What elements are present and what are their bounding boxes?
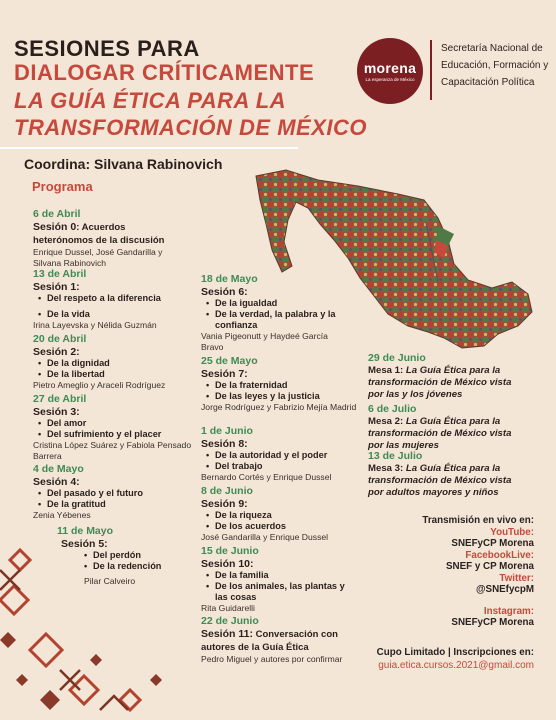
session-7 [201, 355, 361, 413]
mesa-text: La Guía Ética para la transformación de México vista por las mujeres [368, 416, 512, 451]
session-topic: • De la riqueza [201, 510, 361, 521]
session-date: 20 de Abril [33, 333, 87, 345]
session-subtitle: : Acuerdos heterónomos de la discusión [33, 222, 165, 246]
session-4 [33, 463, 193, 521]
session-name: Sesión 4: [33, 476, 80, 488]
session-topic: • De la verdad, la palabra y la confianza [201, 309, 351, 331]
mesa-date: 13 de Julio [368, 450, 423, 462]
instagram-label: Instagram: [483, 605, 534, 617]
session-people: Bernardo Cortés y Enrique Dussel [201, 472, 332, 482]
session-date: 6 de Abril [33, 208, 81, 220]
session-topic: • Del trabajo [201, 461, 361, 472]
twitter-label: Twitter: [499, 572, 534, 584]
session-0 [33, 208, 183, 269]
session-topic: • De los animales, las plantas y las cosas [201, 581, 356, 603]
session-date: 1 de Junio [201, 425, 253, 437]
logo-tagline: La esperanza de México [365, 77, 415, 82]
session-name: Sesión 9: [201, 498, 248, 510]
session-2 [33, 333, 193, 391]
session-topic: • De la vida [33, 309, 193, 320]
session-people: Jorge Rodríguez y Fabrizio Mejía Madrid [201, 402, 357, 412]
session-topic: • Del perdón [79, 550, 197, 561]
session-date: 11 de Mayo [57, 525, 114, 537]
session-people: Zenia Yébenes [33, 510, 91, 520]
transmision-heading: Transmisión en vivo en: [422, 515, 534, 526]
session-topic: • Del respeto a la diferencia [33, 293, 193, 304]
session-date: 8 de Junio [201, 485, 253, 497]
mesa-text: La Guía Ética para la transformación de México vista por las y los jóvenes [368, 365, 512, 400]
title-line-1: SESIONES PARA [14, 36, 200, 61]
session-topic: • De la gratitud [33, 499, 193, 510]
session-topic: • De la redención [79, 561, 197, 572]
session-topic: • De la igualdad [201, 298, 351, 309]
session-people: Rita Guidarelli [201, 603, 255, 613]
session-3 [33, 393, 193, 462]
session-topic: • Del sufrimiento y el placer [33, 429, 193, 440]
session-name: Sesión 8: [201, 438, 248, 450]
session-name: Sesión 5: [61, 538, 108, 550]
mesa-2 [368, 403, 518, 452]
logo-divider [430, 40, 432, 100]
session-name: Sesión 11: [201, 628, 253, 640]
session-topic: • De las leyes y la justicia [201, 391, 361, 402]
session-date: 15 de Junio [201, 545, 259, 557]
transmision-info [422, 515, 534, 629]
title-line-3: LA GUÍA ÉTICA PARA LA [14, 88, 287, 113]
session-date: 4 de Mayo [33, 463, 84, 475]
coordina: Coordina: Silvana Rabinovich [24, 156, 223, 172]
session-topic: • De la dignidad [33, 358, 193, 369]
session-people: Cristina López Suárez y Fabiola Pensado Barrera [33, 440, 192, 461]
programa-heading: Programa [32, 179, 93, 194]
session-people: José Gandarilla y Enrique Dussel [201, 532, 329, 542]
cupo-text: Cupo Limitado | Inscripciones en: [376, 647, 534, 658]
facebook-label: FacebookLive: [465, 549, 534, 561]
session-people: Enrique Dussel, José Gandarilla y Silvana Rabinovich [33, 247, 163, 268]
session-date: 25 de Mayo [201, 355, 258, 367]
session-people: Irina Layevska y Nélida Guzmán [33, 320, 157, 330]
youtube-channel[interactable]: SNEFyCP Morena [451, 538, 534, 549]
mesa-text: La Guía Ética para la transformación de México vista por adultos mayores y niños [368, 463, 512, 498]
session-topic: • Del pasado y el futuro [33, 488, 193, 499]
session-subtitle: Conversación con autores de la Guía Ética [201, 629, 338, 653]
session-people: Vania Pigeonutt y Haydeé García Bravo [201, 331, 328, 352]
session-name: Sesión 1: [33, 281, 80, 293]
session-date: 27 de Abril [33, 393, 87, 405]
session-people: Pietro Ameglio y Araceli Rodríguez [33, 380, 166, 390]
session-name: Sesión 10: [201, 558, 254, 570]
mesa-name: Mesa 1: [368, 365, 404, 376]
session-people: Pilar Calveiro [84, 576, 136, 586]
mesa-name: Mesa 2: [368, 416, 404, 427]
session-6 [201, 273, 351, 353]
session-name: Sesión 7: [201, 368, 248, 380]
session-9 [201, 485, 361, 543]
session-topic: • De los acuerdos [201, 521, 361, 532]
session-1 [33, 268, 193, 331]
title-line-2: DIALOGAR CRÍTICAMENTE [14, 60, 315, 85]
session-8 [201, 425, 361, 483]
morena-logo [357, 38, 423, 104]
twitter-handle[interactable]: @SNEfycpM [475, 584, 534, 595]
facebook-channel[interactable]: SNEF y CP Morena [445, 561, 534, 572]
session-name: Sesión 3: [33, 406, 80, 418]
session-name: Sesión 2: [33, 346, 80, 358]
mesa-1 [368, 352, 518, 401]
instagram-handle[interactable]: SNEFyCP Morena [451, 617, 534, 628]
session-11 [201, 615, 361, 665]
cupo-info [377, 646, 534, 672]
session-topic: • De la familia [201, 570, 356, 581]
session-topic: • De la autoridad y el poder [201, 450, 361, 461]
session-date: 13 de Abril [33, 268, 87, 280]
mesa-date: 6 de Julio [368, 403, 417, 415]
mesa-name: Mesa 3: [368, 463, 404, 474]
session-name: Sesión 6: [201, 286, 248, 298]
youtube-label: YouTube: [490, 526, 534, 538]
logo-word: morena [363, 60, 417, 76]
session-people: Pedro Miguel y autores por confirmar [201, 654, 343, 664]
session-10 [201, 545, 356, 614]
mesa-3 [368, 450, 528, 499]
mesa-date: 29 de Junio [368, 352, 426, 364]
title-line-4: TRANSFORMACIÓN DE MÉXICO [14, 115, 367, 140]
session-date: 18 de Mayo [201, 273, 258, 285]
session-topic: • De la libertad [33, 369, 193, 380]
inscription-email[interactable]: guia.etica.cursos.2021@gmail.com [378, 660, 534, 671]
decorative-pattern [0, 540, 200, 720]
session-topic: • De la fraternidad [201, 380, 361, 391]
session-topic: • Del amor [33, 418, 193, 429]
session-date: 22 de Junio [201, 615, 259, 627]
secretaria-text: Secretaría Nacional de Educación, Formación y Capacitación Política [441, 43, 549, 88]
session-name: Sesión 0 [33, 221, 77, 233]
title-underline [0, 147, 298, 149]
